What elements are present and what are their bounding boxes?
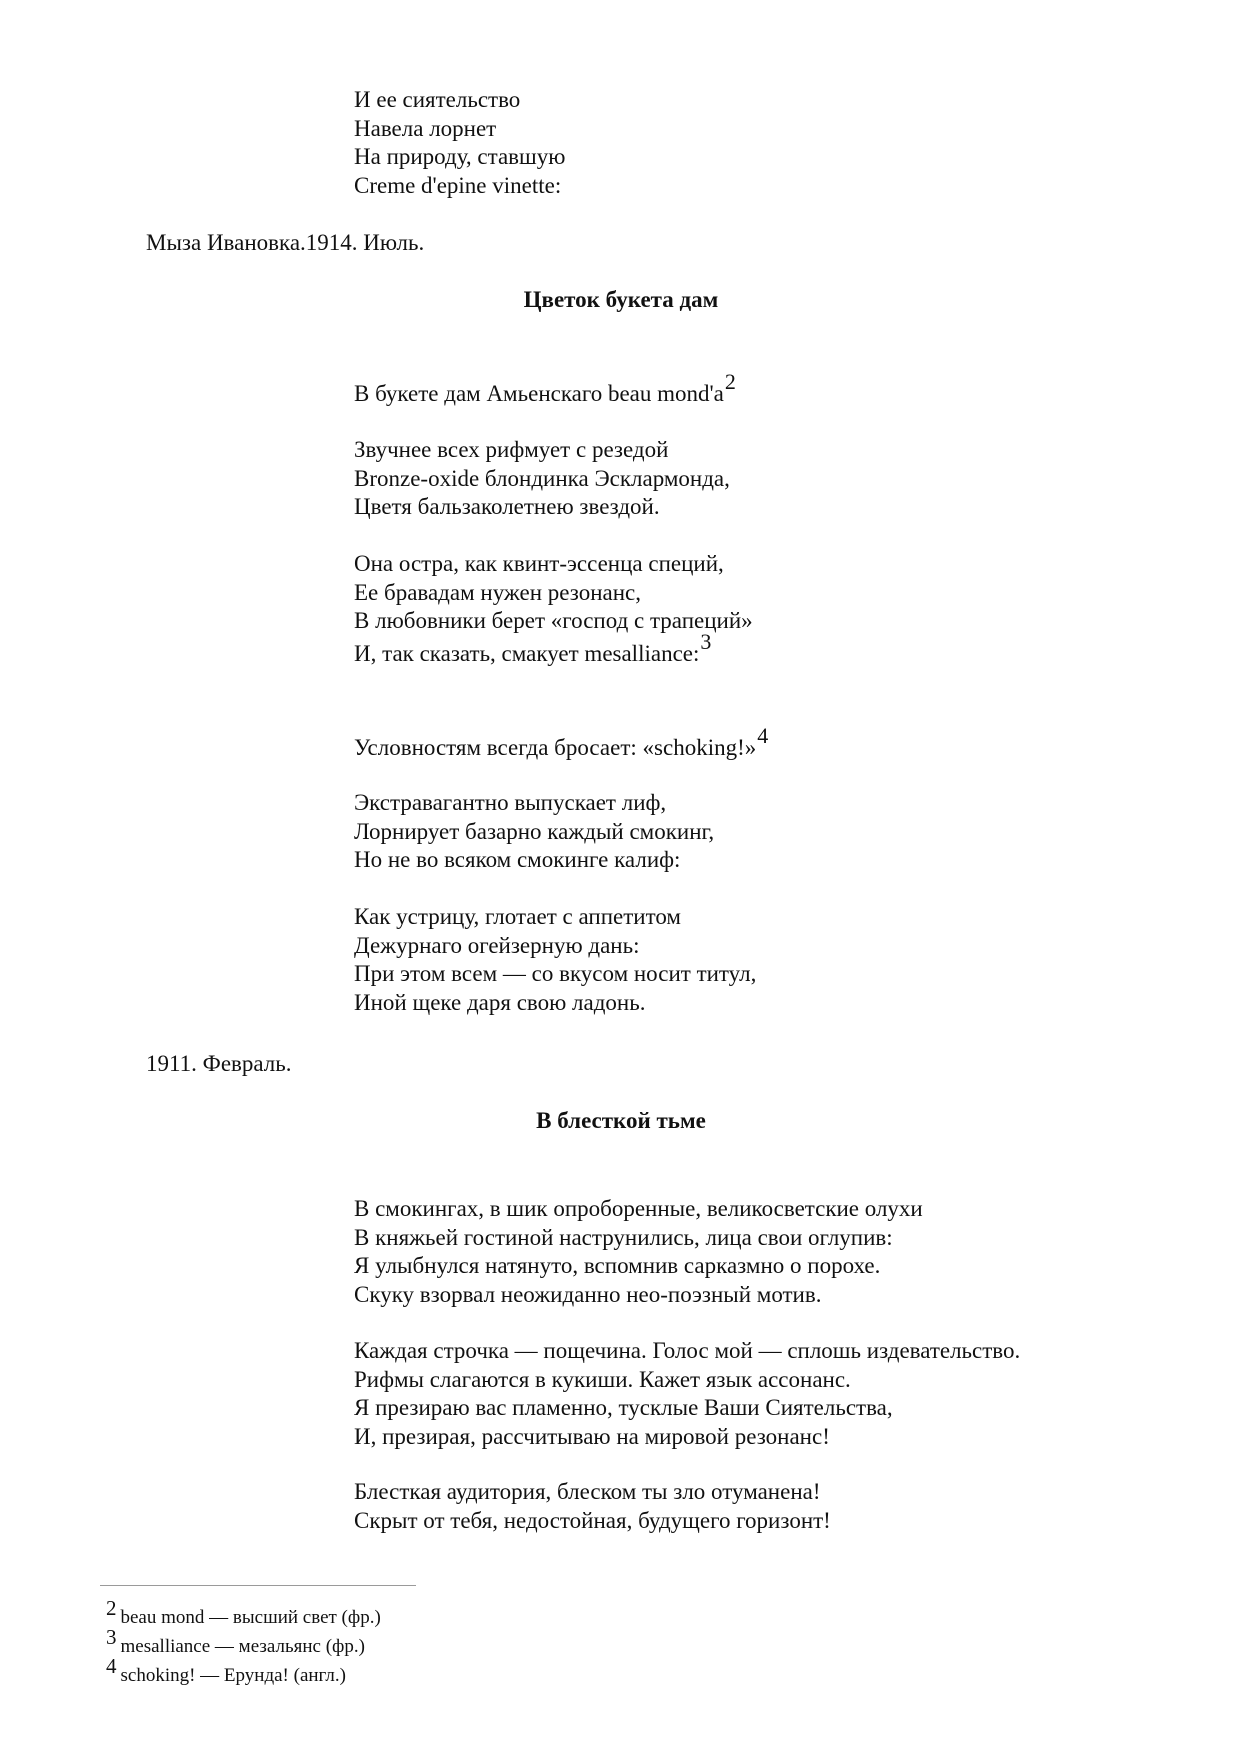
poem-date: 1911. Февраль. xyxy=(146,1051,292,1076)
footnote xyxy=(106,1625,365,1659)
poem-line: Навела лорнет xyxy=(354,115,497,141)
stanza xyxy=(354,436,730,522)
poem-line: И ее сиятельство xyxy=(354,87,521,112)
poem-line: Как устрицу, глотает с аппетитом xyxy=(354,904,681,929)
footnote-number: 4 xyxy=(106,1654,117,1678)
footnote-ref: 2 xyxy=(724,369,736,394)
poem-line: На природу, ставшую xyxy=(354,144,566,170)
footnote-separator xyxy=(100,1585,416,1586)
footnote-ref: 4 xyxy=(757,723,769,748)
poem-line: Условностям всегда бросает: «schoking!» xyxy=(354,735,757,760)
poem-line: Она остра, как квинт-эссенца специй, xyxy=(354,551,724,576)
stanza-last-line xyxy=(354,629,712,669)
poem-line: В смокингах, в шик опроборенные, великосветские олухи xyxy=(354,1196,923,1221)
poem-line: В княжьей гостиной наструнились, лица свои оглупив: xyxy=(354,1224,893,1250)
footnote-text: mesalliance — мезальянс (фр.) xyxy=(120,1636,365,1657)
poem-line: Рифмы слагаются в кукиши. Кажет язык ассонанс. xyxy=(354,1366,851,1392)
footnote-number: 3 xyxy=(106,1625,117,1649)
poem-line: Bronze-oxide блондинка Эсклармонда, xyxy=(354,465,730,491)
poem-line: Цветя бальзаколетнею звездой. xyxy=(354,494,660,520)
poem-line: Creme d'epine vinette: xyxy=(354,172,562,198)
poem-line: Каждая строчка — пощечина. Голос мой — сплошь издевательство. xyxy=(354,1338,1021,1363)
poem-line: Звучнее всех рифмует с резедой xyxy=(354,437,669,462)
poem-line: Скрыт от тебя, недостойная, будущего горизонт! xyxy=(354,1507,831,1533)
stanza xyxy=(354,789,714,875)
footnote-text: schoking! — Ерунда! (англ.) xyxy=(120,1665,346,1686)
stanza xyxy=(354,1478,831,1535)
footnote xyxy=(106,1596,381,1630)
poem-line: Я презираю вас пламенно, тусклые Ваши Сиятельства, xyxy=(354,1395,893,1421)
poem-line: При этом всем — со вкусом носит титул, xyxy=(354,961,757,987)
poem-line: И, так сказать, смакует mesalliance: xyxy=(354,641,700,666)
poem-line: Экстравагантно выпускает лиф, xyxy=(354,790,667,815)
poem-line: Ее бравадам нужен резонанс, xyxy=(354,579,641,605)
poem-line: Блесткая аудитория, блеском ты зло отуманена! xyxy=(354,1479,821,1504)
stanza xyxy=(354,1337,1020,1451)
poem-line-shocking xyxy=(354,723,769,763)
footnote-ref: 3 xyxy=(700,629,712,654)
footnote-number: 2 xyxy=(106,1596,117,1620)
poem-title: В блесткой тьме xyxy=(536,1108,706,1133)
poem-line: Дежурнаго огейзерную дань: xyxy=(354,932,640,958)
poem-line: В букете дам Амьенскаго beau mond'a xyxy=(354,381,724,406)
poem-line: Но не во всяком смокинге калиф: xyxy=(354,847,681,873)
footnote xyxy=(106,1654,346,1688)
poem-line: И, презирая, рассчитываю на мировой резонанс! xyxy=(354,1423,830,1449)
footnote-text: beau mond — высший свет (фр.) xyxy=(120,1607,381,1628)
poem-line: Иной щеке даря свою ладонь. xyxy=(354,989,646,1015)
poem-title: Цветок букета дам xyxy=(523,287,719,312)
poem-date: Мыза Ивановка.1914. Июль. xyxy=(146,230,425,255)
poem-line: Лорнирует базарно каждый смокинг, xyxy=(354,818,715,844)
poem-line: Я улыбнулся натянуто, вспомнив сарказмно о порохе. xyxy=(354,1253,881,1279)
stanza xyxy=(354,550,753,636)
poem-line: Скуку взорвал неожиданно нео-поэзный мотив. xyxy=(354,1281,822,1307)
stanza xyxy=(354,903,756,1017)
poem-first-line xyxy=(354,369,736,409)
poem-line: В любовники берет «господ с трапеций» xyxy=(354,608,753,634)
stanza xyxy=(354,1195,923,1309)
stanza-top xyxy=(354,86,565,200)
